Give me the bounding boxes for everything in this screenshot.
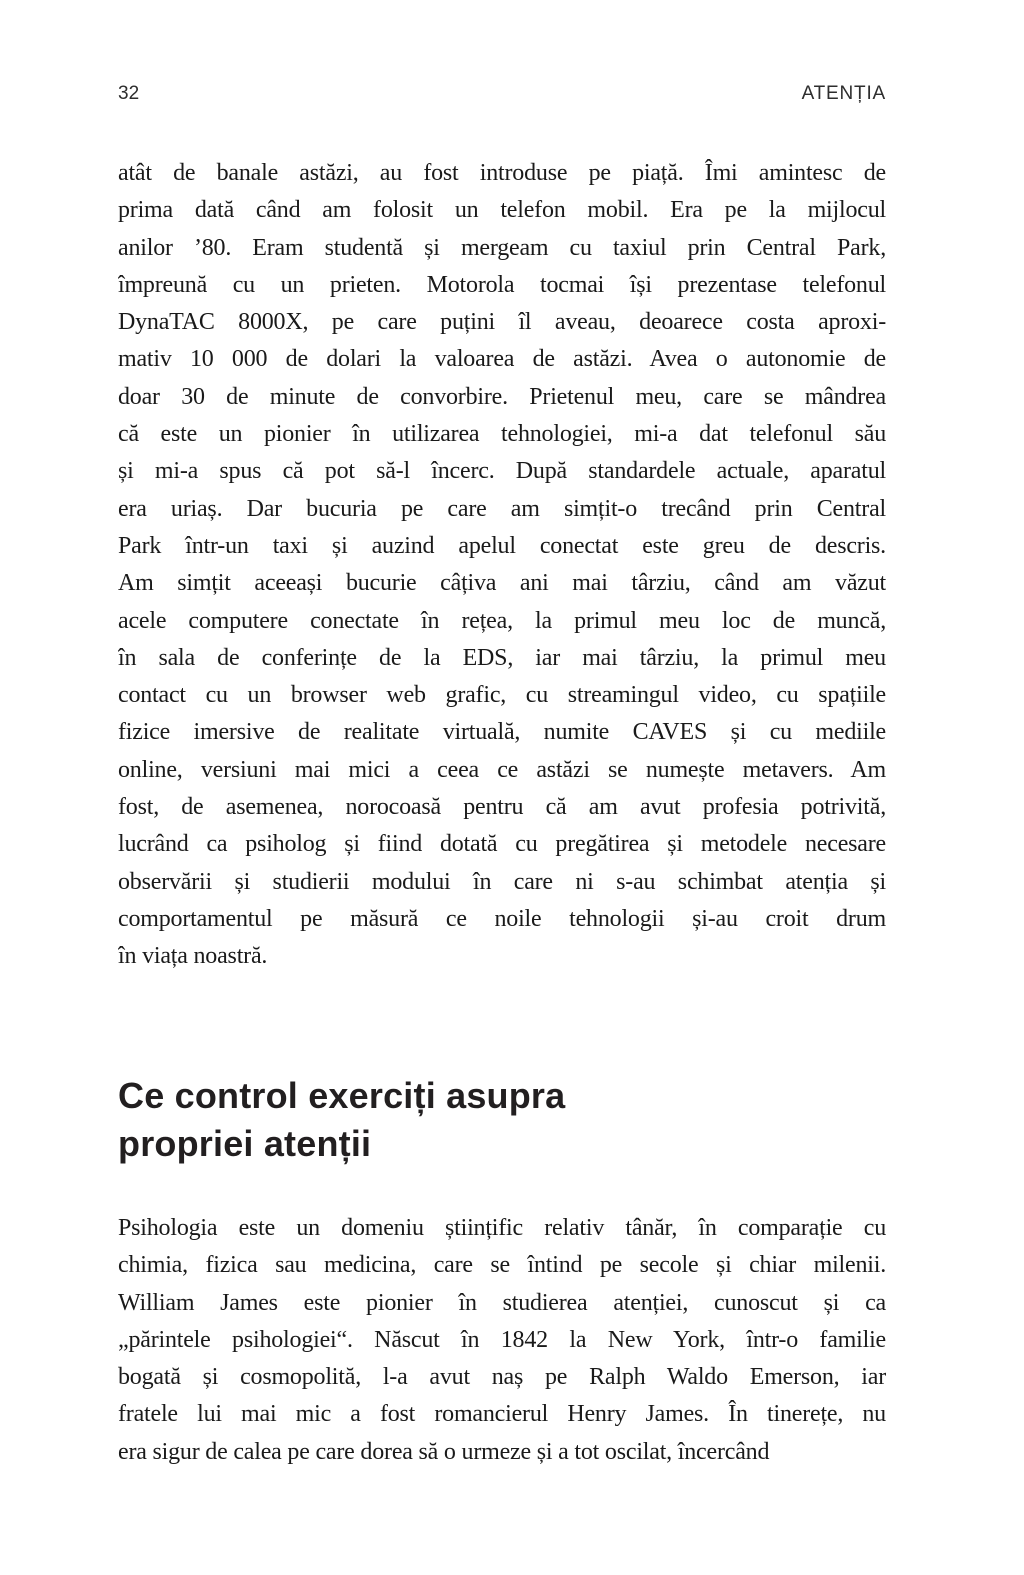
text-line: comportamentul pe măsură ce noile tehnologii și-au croit drum (118, 905, 886, 932)
text-line: prima dată când am folosit un telefon mobil. Era pe la mijlocul (118, 197, 886, 224)
text-line: fost, de asemenea, norocoasă pentru că am avut profesia potrivită, (118, 794, 886, 821)
text-line: atât de banale astăzi, au fost introduse pe piață. Îmi amintesc de (118, 160, 886, 186)
text-line: anilor ’80. Eram studentă și mergeam cu taxiul prin Central Park, (118, 234, 886, 261)
text-line: mativ 10 000 de dolari la valoarea de astăzi. Avea o autonomie de (118, 346, 886, 373)
text-line: împreună cu un prieten. Motorola tocmai își prezentase telefonul (118, 271, 886, 298)
text-line: în sala de conferințe de la EDS, iar mai târziu, la primul meu (118, 644, 886, 671)
page-header (118, 83, 886, 105)
text-line: contact cu un browser web grafic, cu streamingul video, cu spațiile (118, 682, 886, 709)
text-line: observării și studierii modului în care ni s-au schimbat atenția și (118, 868, 886, 895)
text-line: și mi-a spus că pot să-l încerc. După standardele actuale, aparatul (118, 458, 886, 485)
text-line: „părintele psihologiei“. Născut în 1842 la New York, într-o familie (118, 1326, 886, 1353)
text-line: DynaTAC 8000X, pe care puțini îl aveau, deoarece costa aproxi- (118, 309, 886, 336)
running-head: ATENȚIA (801, 83, 886, 104)
text-line: William James este pionier în studierea atenției, cunoscut și ca (118, 1289, 886, 1316)
text-line: Ce control exerciți asupra (118, 1075, 566, 1116)
text-line: că este un pionier în utilizarea tehnologiei, mi-a dat telefonul său (118, 421, 886, 448)
body-paragraph-psychology (118, 1210, 886, 1471)
text-line: fratele lui mai mic a fost romancierul Henry James. În tinerețe, nu (118, 1401, 886, 1428)
text-line: propriei atenții (118, 1123, 372, 1164)
text-line: bogată și cosmopolită, l-a avut naș pe Ralph Waldo Emerson, iar (118, 1364, 886, 1391)
section-heading (118, 1072, 886, 1168)
text-line: Psihologia este un domeniu științific relativ tânăr, în comparație cu (118, 1215, 886, 1241)
text-line: era uriaș. Dar bucuria pe care am simțit-o trecând prin Central (118, 495, 886, 522)
text-line: era sigur de calea pe care dorea să o urmeze și a tot oscilat, încercând (118, 1438, 770, 1465)
text-line: acele computere conectate în rețea, la primul meu loc de muncă, (118, 607, 886, 634)
text-line: în viața noastră. (118, 943, 268, 970)
text-line: Park într-un taxi și auzind apelul conectat este greu de descris. (118, 532, 886, 559)
text-line: online, versiuni mai mici a ceea ce astăzi se numește metavers. Am (118, 756, 886, 783)
text-line: doar 30 de minute de convorbire. Prietenul meu, care se mândrea (118, 383, 886, 410)
text-line: Am simțit aceeași bucurie câțiva ani mai târziu, când am văzut (118, 570, 886, 597)
text-line: chimia, fizica sau medicina, care se întind pe secole și chiar milenii. (118, 1252, 886, 1279)
text-line: lucrând ca psiholog și fiind dotată cu pregătirea și metodele necesare (118, 831, 886, 858)
body-paragraph-continued (118, 155, 886, 976)
text-line: fizice imersive de realitate virtuală, numite CAVES și cu mediile (118, 719, 886, 746)
page-number: 32 (118, 83, 140, 104)
